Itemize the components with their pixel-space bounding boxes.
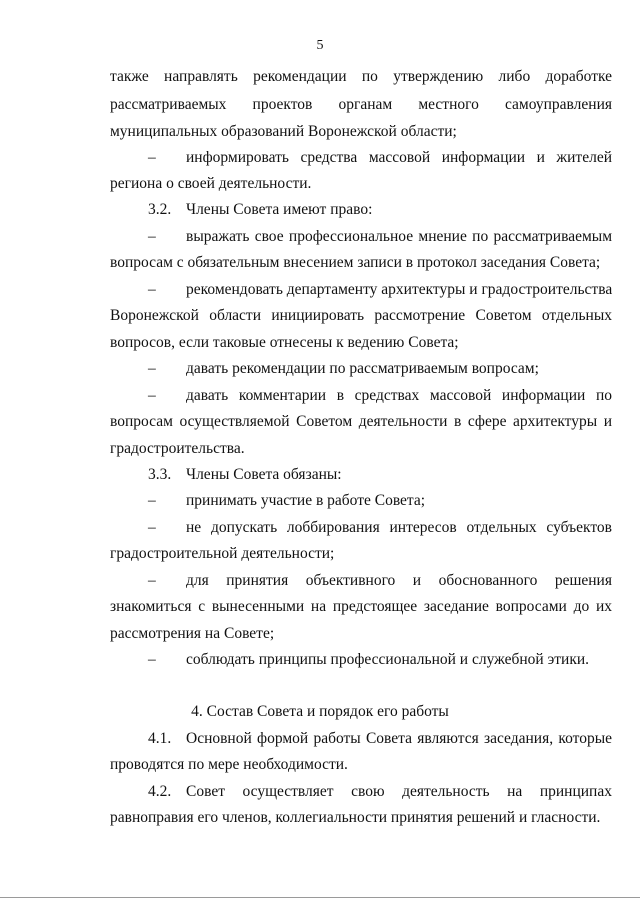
paragraph-line: рассмотрения на Совете; [110,625,275,642]
list-item-text: рекомендовать департаменту архитектуры и градостроительства [186,281,613,298]
list-item-text: принимать участие в работе Совета; [186,492,426,509]
clause-number: 3.2. [148,201,172,218]
paragraph-line: Воронежской области инициировать рассмотрение Советом отдельных [110,307,612,324]
dash-marker: – [148,651,156,668]
dash-marker: – [148,228,156,245]
paragraph-line: вопросам с обязательным внесением записи в протокол заседания Совета; [110,254,601,271]
clause-4-1 [148,730,612,748]
clause-4-2 [148,783,612,801]
paragraph-line: градостроительства. [110,440,245,457]
list-item [148,228,612,246]
paragraph-line: равноправия его членов, коллегиальности принятия решений и гласности. [110,809,601,826]
list-item-text: соблюдать принципы профессиональной и служебной этики. [186,651,590,668]
paragraph-line: региона о своей деятельности. [110,175,312,192]
list-item-text: не допускать лоббирования интересов отдельных субъектов [186,519,612,536]
list-item [148,519,612,537]
clause-text: Члены Совета имеют право: [186,201,373,218]
paragraph-line: муниципальных образований Воронежской области; [110,123,457,140]
clause-text: Совет осуществляет свою деятельность на принципах [186,783,612,800]
list-item [148,387,612,405]
list-item [148,492,612,510]
clause-number: 4.2. [148,783,172,800]
dash-marker: – [148,149,156,166]
paragraph-line: рассматриваемых проектов органам местного самоуправления [110,96,612,113]
clause-3-2 [148,201,372,219]
paragraph-line: градостроительной деятельности; [110,545,335,562]
list-item [148,360,612,378]
list-item [148,149,612,167]
list-item-text: выражать свое профессиональное мнение по рассматриваемым [186,228,612,245]
paragraph-line: вопросам осуществляемой Советом деятельности в сфере архитектуры и [110,413,612,430]
paragraph-line: проводятся по мере необходимости. [110,756,348,773]
dash-marker: – [148,572,156,589]
page-number: 5 [316,38,324,53]
clause-3-3 [148,466,342,484]
clause-text: Основной формой работы Совета являются заседания, которые [186,730,612,747]
dash-marker: – [148,519,156,536]
list-item-text: давать комментарии в средствах массовой информации по [186,387,612,404]
paragraph-line: вопросов, если таковые отнесены к ведению Совета; [110,334,459,351]
list-item [148,572,612,590]
list-item-text: для принятия объективного и обоснованного решения [186,572,612,589]
list-item-text: информировать средства массовой информации и жителей [186,149,612,166]
clause-text: Члены Совета обязаны: [186,466,342,483]
paragraph-line: знакомиться с вынесенными на предстоящее заседание вопросами до их [110,598,612,615]
list-item [148,651,612,669]
clause-number: 4.1. [148,730,172,747]
clause-number: 3.3. [148,466,172,483]
paragraph-line: также направлять рекомендации по утверждению либо доработке [110,68,612,85]
section-heading: 4. Состав Совета и порядок его работы [191,703,449,720]
dash-marker: – [148,281,156,298]
dash-marker: – [148,492,156,509]
list-item [148,281,612,299]
dash-marker: – [148,387,156,404]
list-item-text: давать рекомендации по рассматриваемым вопросам; [186,360,539,377]
dash-marker: – [148,360,156,377]
page-bottom-rule [0,897,640,898]
